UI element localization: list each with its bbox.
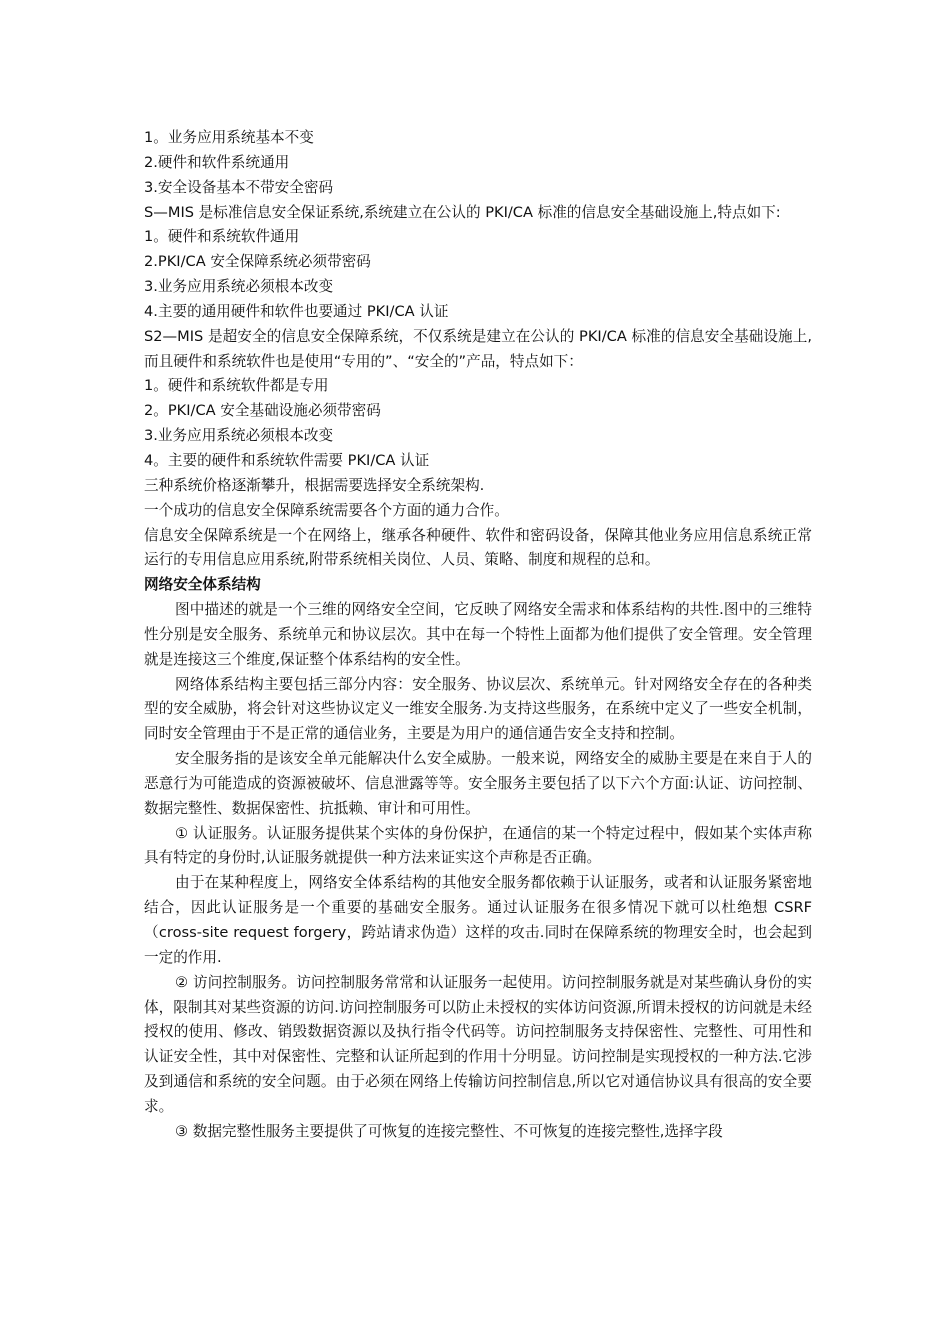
paragraph: 由于在某种程度上，网络安全体系结构的其他安全服务都依赖于认证服务，或者和认证服务紧密地结合，因此认证服务是一个重要的基础安全服务。通过认证服务在很多情况下就可以杜绝想 CSRF（cross-site request forgery，跨站请求伪造）这样的攻击.同时在保障系统的物理安全时，也会起到一定的作用.	[144, 874, 812, 966]
list-item: 2.硬件和软件系统通用	[144, 153, 290, 171]
list-item: 4。主要的硬件和系统软件需要 PKI/CA 认证	[144, 451, 430, 469]
list-item: 1。硬件和系统软件都是专用	[144, 377, 329, 395]
paragraph: 网络体系结构主要包括三部分内容：安全服务、协议层次、系统单元。针对网络安全存在的各种类型的安全威胁，将会针对这些协议定义一维安全服务.为支持这些服务，在系统中定义了一些安全机制，同时安全管理由于不是正常的通信业务，主要是为用户的通信通告安全支持和控制。	[144, 675, 812, 743]
section-heading: 网络安全体系结构	[144, 576, 261, 594]
paragraph: ③ 数据完整性服务主要提供了可恢复的连接完整性、不可恢复的连接完整性,选择字段	[175, 1122, 723, 1140]
paragraph: ① 认证服务。认证服务提供某个实体的身份保护，在通信的某一个特定过程中，假如某个实体声称具有特定的身份时,认证服务就提供一种方法来证实这个声称是否正确。	[144, 824, 812, 867]
list-item: 2.PKI/CA 安全保障系统必须带密码	[144, 253, 371, 271]
text-line: 一个成功的信息安全保障系统需要各个方面的通力合作。	[144, 501, 509, 519]
list-item: 3.业务应用系统必须根本改变	[144, 427, 334, 445]
list-item: 1。业务应用系统基本不变	[144, 129, 314, 146]
smis-intro: S—MIS 是标准信息安全保证系统,系统建立在公认的 PKI/CA 标准的信息安全基础设施上,特点如下:	[144, 203, 781, 221]
list-item: 3.业务应用系统必须根本改变	[144, 278, 334, 296]
list-item: 3.安全设备基本不带安全密码	[144, 178, 334, 196]
paragraph: ② 访问控制服务。访问控制服务常常和认证服务一起使用。访问控制服务就是对某些确认身份的实体，限制其对某些资源的访问.访问控制服务可以防止未授权的实体访问资源,所谓未授权的访问就是未经授权的使用、修改、销毁数据资源以及执行指令代码等。访问控制服务支持保密性、完整性、可用性和认证安全性，其中对保密性、完整和认证所起到的作用十分明显。访问控制是实现授权的一种方法.它涉及到通信和系统的安全问题。由于必须在网络上传输访问控制信息,所以它对通信协议具有很高的安全要求。	[144, 973, 812, 1115]
list-item: 2。PKI/CA 安全基础设施必须带密码	[144, 402, 381, 420]
definition-paragraph: 信息安全保障系统是一个在网络上，继承各种硬件、软件和密码设备，保障其他业务应用信息系统正常运行的专用信息应用系统,附带系统相关岗位、人员、策略、制度和规程的总和。	[144, 526, 812, 569]
paragraph: 图中描述的就是一个三维的网络安全空间，它反映了网络安全需求和体系结构的共性.图中的三维特性分别是安全服务、系统单元和协议层次。其中在每一个特性上面都为他们提供了安全管理。安全管理就是连接这三个维度,保证整个体系结构的安全性。	[144, 601, 812, 668]
s2mis-intro: S2—MIS 是超安全的信息安全保障系统，不仅系统是建立在公认的 PKI/CA 标准的信息安全基础设施上,而且硬件和系统软件也是使用“专用的”、“安全的”产品，特点如下：	[144, 327, 813, 370]
list-item: 4.主要的通用硬件和软件也要通过 PKI/CA 认证	[144, 302, 449, 320]
text-line: 三种系统价格逐渐攀升，根据需要选择安全系统架构.	[144, 476, 485, 494]
document-body	[144, 126, 812, 1145]
paragraph: 安全服务指的是该安全单元能解决什么安全威胁。一般来说，网络安全的威胁主要是在来自于人的恶意行为可能造成的资源被破坏、信息泄露等等。安全服务主要包括了以下六个方面:认证、访问控制、数据完整性、数据保密性、抗抵赖、审计和可用性。	[144, 750, 812, 817]
list-item: 1。硬件和系统软件通用	[144, 228, 300, 246]
